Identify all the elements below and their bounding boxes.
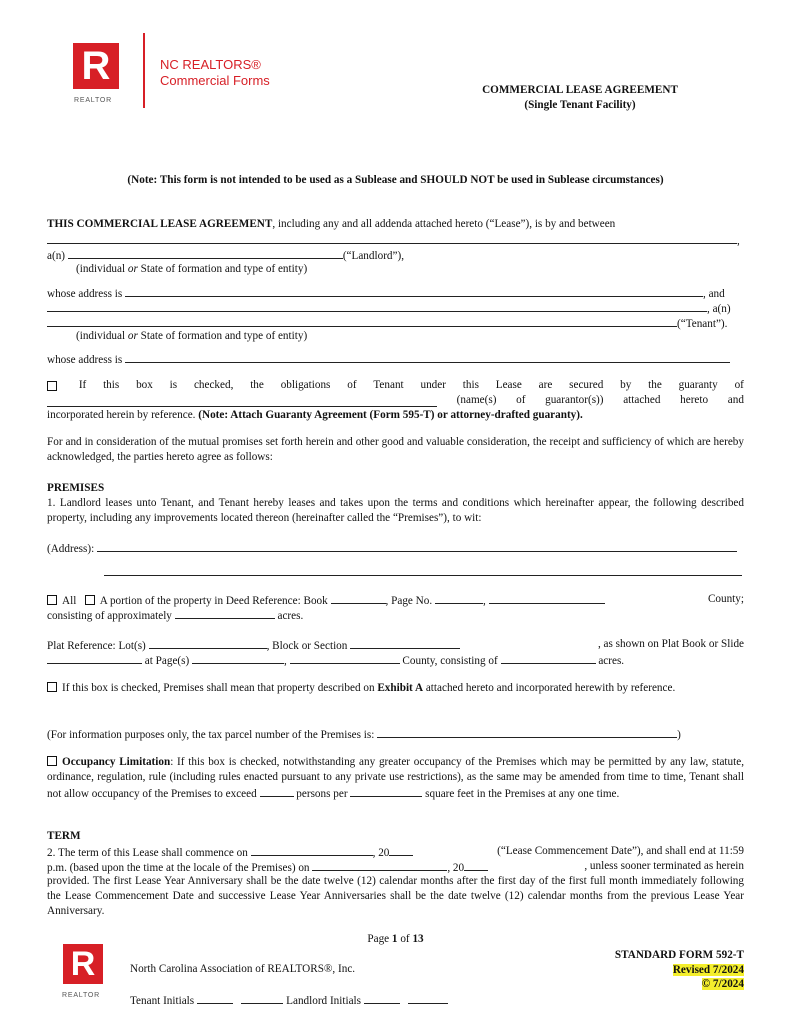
premises-address-field[interactable] — [97, 540, 737, 552]
landlord-initials-field-2[interactable] — [408, 992, 448, 1004]
plat-block-field[interactable] — [350, 637, 460, 649]
footer-realtor-r-icon: R — [63, 944, 103, 984]
association-name: North Carolina Association of REALTORS®, Inc. — [130, 963, 356, 975]
logo-divider — [143, 33, 145, 108]
plat-county-field[interactable] — [290, 652, 400, 664]
standard-form-number: STANDARD FORM 592-T — [614, 949, 744, 961]
guaranty-line-1: If this box is checked, the obligations of Tenant under this Lease are secured by the guaranty of — [47, 378, 744, 393]
party-line-1: , — [47, 232, 744, 249]
term-heading: TERM — [47, 830, 81, 842]
guaranty-checkbox[interactable] — [47, 381, 57, 391]
commencement-year-field[interactable] — [389, 844, 413, 856]
plat-book-field[interactable] — [47, 652, 142, 664]
landlord-entity-field[interactable] — [68, 247, 343, 259]
premises-paragraph: 1. Landlord leases unto Tenant, and Tenant hereby leases and takes upon the terms and conditions which hereinafter appear, the following described property, including any improvements located thereon (hereinafter called the “Premises”), to wit: — [47, 497, 744, 524]
term-line-2: p.m. (based upon the time at the locale of the Premises) on , 20 , unless sooner terminated as herein — [47, 860, 744, 874]
tenant-address-field[interactable] — [125, 351, 730, 363]
initials-line: Tenant Initials Landlord Initials — [130, 992, 448, 1009]
landlord-address-line: whose address is , and — [47, 285, 744, 302]
landlord-initials-field-1[interactable] — [364, 992, 400, 1004]
deed-county-field[interactable] — [489, 592, 605, 604]
occupancy-checkbox[interactable] — [47, 756, 57, 766]
deed-page-field[interactable] — [435, 592, 483, 604]
landlord-entity-note: (individual or State of formation and type of entity) — [76, 263, 308, 275]
occupancy-persons-field[interactable] — [260, 785, 294, 797]
form-subtitle: (Single Tenant Facility) — [524, 99, 636, 111]
commencement-date-field[interactable] — [251, 844, 373, 856]
consideration-paragraph: For and in consideration of the mutual promises set forth herein and other good and valuable consideration, the receipt and sufficiency of which are hereby acknowledged, the parties hereto agree as follows: — [47, 436, 744, 463]
address-line: (Address): — [47, 540, 744, 557]
tenant-address-line: whose address is — [47, 351, 744, 368]
deed-all-checkbox[interactable] — [47, 595, 57, 605]
tenant-entity-note: (individual or State of formation and type of entity) — [76, 330, 308, 342]
term-line-1: 2. The term of this Lease shall commence on , 20 (“Lease Commencement Date”), and shall end at 11:59 — [47, 845, 744, 859]
term-paragraph: provided. The first Lease Year Anniversary shall be the date twelve (12) calendar months after the first day of the first full month immediately following the Lease Commencement Date and successive Lease Year Anniversaries shall be the date twelve (12) calendar months from the previous Lease Year Anniversary. — [47, 875, 744, 917]
guaranty-line-3: incorporated herein by reference. (Note: Attach Guaranty Agreement (Form 595-T) or attorney-drafted guaranty). — [47, 409, 583, 421]
plat-acres-field[interactable] — [501, 652, 596, 664]
form-title: COMMERCIAL LEASE AGREEMENT — [482, 84, 678, 96]
landlord-name-field[interactable] — [47, 232, 737, 244]
address-line-2 — [104, 564, 744, 581]
sublease-note: (Note: This form is not intended to be used as a Sublease and SHOULD NOT be used in Sublease circumstances) — [127, 174, 664, 186]
tenant-initials-field-2[interactable] — [241, 992, 283, 1004]
tenant-line-1: , a(n) — [47, 300, 744, 317]
tax-parcel-field[interactable] — [377, 726, 677, 738]
occupancy-paragraph: Occupancy Limitation: If this box is checked, notwithstanding any greater occupancy of the Premises which may be permitted by any law, statute, ordinance, regulation, rule (including rules enacted pursuant to any private use restrictions), as the same may be amended from time to time, Tenant shall not allow occupancy of the Premises to exceed persons per square feet in the Premises at any one time. — [47, 756, 744, 800]
plat-lot-field[interactable] — [149, 637, 267, 649]
intro-line: THIS COMMERCIAL LEASE AGREEMENT, including any and all addenda attached hereto (“Lease”), is by and between — [47, 218, 616, 230]
tenant-line-2: (“Tenant”). — [47, 315, 744, 332]
end-year-field[interactable] — [464, 859, 488, 871]
guaranty-line-2: (name(s) of guarantor(s)) attached hereto and — [47, 393, 744, 408]
tax-parcel-line: (For information purposes only, the tax parcel number of the Premises is: ) — [47, 726, 744, 743]
realtor-r-icon: R — [73, 43, 119, 89]
occupancy-sqft-field[interactable] — [350, 785, 422, 797]
tenant-name-field[interactable] — [47, 300, 707, 312]
landlord-address-field[interactable] — [125, 285, 703, 297]
premises-address-field-2[interactable] — [104, 564, 742, 576]
exhibit-a-checkbox[interactable] — [47, 682, 57, 692]
premises-heading: PREMISES — [47, 482, 105, 494]
revised-date: Revised 7/2024 — [672, 964, 744, 976]
brand-line-1: NC REALTORS® — [160, 57, 261, 72]
deed-line: All A portion of the property in Deed Reference: Book , Page No. , County; — [47, 592, 744, 609]
guarantor-name-field[interactable] — [47, 395, 437, 407]
plat-line-1: Plat Reference: Lot(s) , Block or Section , as shown on Plat Book or Slide — [47, 638, 744, 652]
page-number: Page 1 of 13 — [367, 933, 424, 945]
exhibit-a-paragraph: If this box is checked, Premises shall mean that property described on Exhibit A attached hereto and incorporated herewith by reference. — [47, 681, 744, 696]
brand-line-2: Commercial Forms — [160, 73, 270, 88]
plat-page-field[interactable] — [192, 652, 284, 664]
tenant-entity-field[interactable] — [47, 315, 677, 327]
end-date-field[interactable] — [312, 859, 447, 871]
copyright-date: © 7/2024 — [701, 978, 744, 990]
approx-acres-field[interactable] — [175, 607, 275, 619]
plat-line-2: at Page(s) , County, consisting of acres. — [47, 652, 744, 669]
approx-line: consisting of approximately acres. — [47, 607, 744, 624]
landlord-line: a(n) (“Landlord”), — [47, 247, 744, 264]
deed-book-field[interactable] — [331, 592, 386, 604]
deed-portion-checkbox[interactable] — [85, 595, 95, 605]
tenant-initials-field-1[interactable] — [197, 992, 233, 1004]
